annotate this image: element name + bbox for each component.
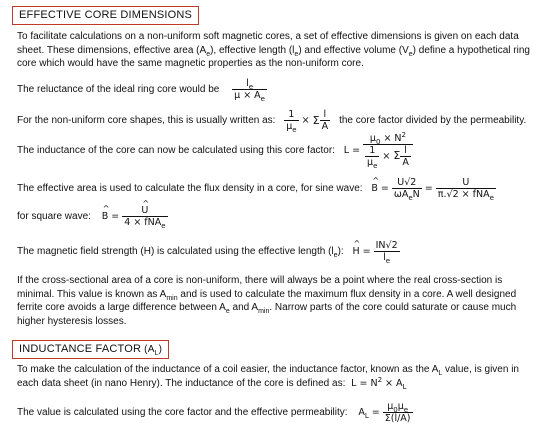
field-text: The magnetic field strength (H) is calculated using the effective length $(l_e)$: [17,245,344,259]
section-heading-effective-core-dimensions: EFFECTIVE CORE DIMENSIONS [12,6,199,25]
sine-flux-formula: ^ B = $\frac{U√2}{\omega A_eN}$ = $\frac{U}{\pi.√2 \times fNA_e}$ [371,183,496,194]
inductance-line [17,130,413,170]
inductance-al-formula: $L = N^2 \times A_L$ [348,375,407,391]
core-factor-formula: $\frac{1}{\mu_e}$ × Σ $\frac{l}{A}$ [286,109,329,134]
inductance-factor-paragraph: To make the calculation of the inductance of a coil easier, the inductance factor, known as the $A_L$ value, is given in each data sheet (in nano Henry). The inductance of the core is defined as: $L = N^2 \times A_L$ [17,364,519,391]
field-strength-formula: ^ H = $\frac{IN√2}{l_e}$ [352,246,399,257]
reluctance-text: The reluctance of the ideal ring core would be [17,84,220,95]
inductance-formula: L = $\mu_0 \times N^2$ $\frac{1}{\mu_e}$ × Σ $\frac{l}{A}$ [344,145,413,156]
field-strength-line [17,240,400,263]
intro-paragraph: To facilitate calculations on a non-uniform soft magnetic cores, a set of effective dimensions is given on each data sheet. These dimensions, effective area $(A_e)$, effective length $(l_e)$ and effective volume $(V_e)$ define a hypothetical ring core which would have the same magnetic properties as the non-uniform core. [17,31,530,69]
square-text: for square wave: [17,210,91,222]
core-factor-line [17,109,526,132]
reluctance-line [17,78,267,101]
sine-text: The effective area is used to calculate the flux density in a core, for sine wave: [17,182,363,194]
square-wave-line [17,205,168,228]
square-flux-formula: ^ B = ^ $\frac{U}{4 \times fNA_e}$ [102,211,168,222]
sine-wave-line [17,177,496,200]
core-factor-text: the core factor divided by the permeability. [339,114,527,126]
al-value-text: The value is calculated using the core factor and the effective permeability: [17,406,348,418]
reluctance-formula: $\frac{l_e}{\mu \times A_e}$ [234,78,265,103]
nonuniform-area-paragraph: If the cross-sectional area of a core is non-uniform, there will always be a point where the real cross-section is minimal. This value is known as $A_{min}$ and is used to calculate the maximum flux density in a core. A well designed ferrite core avoids a large difference between $A_e$ and $A_{min}$. Narrow parts of the core could saturate or cause much higher hysteresis losses. [17,275,517,327]
inductance-text: The inductance of the core can now be calculated using this core factor: [17,144,335,156]
nonuniform-text: For the non-uniform core shapes, this is usually written as: [17,114,276,126]
al-value-line [17,401,413,424]
section-heading-inductance-factor: INDUCTANCE FACTOR $(A_L)$ [12,340,169,359]
al-value-formula: $A_L$ = $\frac{\mu_0\mu_e}{\Sigma(l/A)}$ [358,401,411,424]
